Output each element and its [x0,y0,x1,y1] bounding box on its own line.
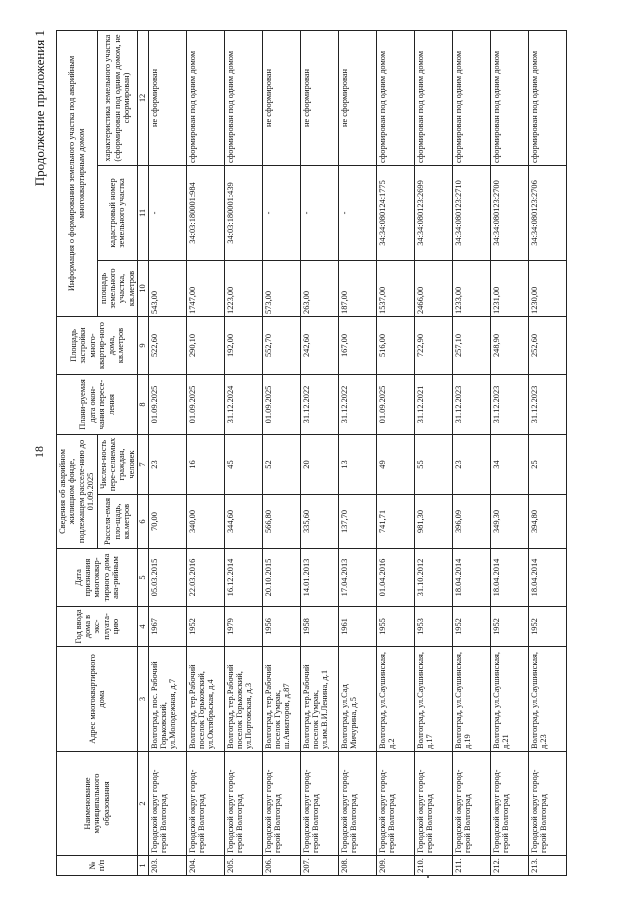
col-index: 12 [138,30,148,165]
col-index: 5 [138,549,148,607]
recognition-date-cell: 18.04.2014 [490,549,528,607]
planned-date-cell: 31.12.2023 [490,374,528,434]
residents-cell: 20 [300,434,338,494]
residents-cell: 16 [186,434,224,494]
planned-date-cell: 01.09.2025 [262,374,300,434]
residents-cell: 25 [528,434,566,494]
scan-speck [427,876,429,878]
row-number: 210. [414,856,452,876]
characteristic-cell: сформирован под одним домом [224,30,262,165]
year-built-cell: 1953 [414,607,452,647]
header-num: № п/п [57,856,138,876]
row-number: 212. [490,856,528,876]
recognition-date-cell: 20.10.2015 [262,549,300,607]
year-built-cell: 1967 [148,607,186,647]
row-number: 213. [528,856,566,876]
land-area-cell: 1223,00 [224,260,262,316]
header-municipality: Наименование муниципального образования [57,752,138,856]
resettle-area-cell: 741,71 [376,495,414,549]
built-area-cell: 257,10 [452,316,490,374]
residents-cell: 55 [414,434,452,494]
header-built-area: Площадь застройки много-квартир-ного дома, кв.метров [57,316,138,374]
municipality-cell: Городской округ город-герой Волгоград [262,752,300,856]
address-cell: Волгоград, ул.Саушинская, д.19 [452,647,490,752]
land-area-cell: 1747,00 [186,260,224,316]
land-area-cell: 2466,00 [414,260,452,316]
col-index: 11 [138,165,148,260]
table-row [338,30,376,875]
planned-date-cell: 31.12.2024 [224,374,262,434]
address-cell: Волгоград, пос. Рабочий Горьковский, ул.Молодежная, д.7 [148,647,186,752]
row-number: 208. [338,856,376,876]
col-index: 2 [138,752,148,856]
col-index: 6 [138,495,148,549]
built-area-cell: 252,60 [528,316,566,374]
header-year-built: Год ввода дома в экс-плуата-цию [57,607,138,647]
table-row [528,30,566,875]
address-cell: Волгоград, ул.Саушинская, д.17 [414,647,452,752]
year-built-cell: 1958 [300,607,338,647]
planned-date-cell: 01.09.2025 [148,374,186,434]
cadastral-cell: - [300,165,338,260]
planned-date-cell: 31.12.2022 [338,374,376,434]
residents-cell: 34 [490,434,528,494]
col-index: 3 [138,647,148,752]
cadastral-cell: 34:34:080123:2700 [490,165,528,260]
residents-cell: 23 [452,434,490,494]
year-built-cell: 1952 [186,607,224,647]
resettle-area-cell: 335,60 [300,495,338,549]
header-residents: Числен-ность пере-селяемых граждан, человек [97,434,138,494]
table-row [262,30,300,875]
header-address: Адрес многоквартирного дома [57,647,138,752]
cadastral-cell: 34:34:080123:2699 [414,165,452,260]
residents-cell: 49 [376,434,414,494]
col-index: 7 [138,434,148,494]
characteristic-cell: сформирован под одним домом [414,30,452,165]
recognition-date-cell: 18.04.2014 [452,549,490,607]
table-row [148,30,186,875]
address-cell: Волгоград, ул.Саушинская, д.21 [490,647,528,752]
address-cell: Волгоград, тер.Рабочий поселок Гумрак, ш.Авиаторов, д.87 [262,647,300,752]
col-index: 10 [138,260,148,316]
col-index: 4 [138,607,148,647]
cadastral-cell: 34:03:180001:439 [224,165,262,260]
recognition-date-cell: 01.04.2016 [376,549,414,607]
cadastral-cell: 34:34:080123:2710 [452,165,490,260]
resettle-area-cell: 349,30 [490,495,528,549]
column-index-row [138,30,148,875]
year-built-cell: 1952 [452,607,490,647]
municipality-cell: Городской округ город-герой Волгоград [338,752,376,856]
planned-date-cell: 01.09.2025 [376,374,414,434]
resettle-area-cell: 137,70 [338,495,376,549]
cadastral-cell: - [262,165,300,260]
rotated-landscape-sheet [20,22,620,882]
header-fund-group: Сведения об аварийном жилищном фонде, подлежащем расселе-нию до 01.09.2025 [57,434,98,548]
built-area-cell: 192,00 [224,316,262,374]
resettle-area-cell: 340,00 [186,495,224,549]
address-cell: Волгоград, ул.Сад Мичурина, д.5 [338,647,376,752]
characteristic-cell: сформирован под одним домом [376,30,414,165]
recognition-date-cell: 14.01.2013 [300,549,338,607]
year-built-cell: 1955 [376,607,414,647]
recognition-date-cell: 18.04.2014 [528,549,566,607]
address-cell: Волгоград, ул.Саушинская, д.2 [376,647,414,752]
recognition-date-cell: 17.04.2013 [338,549,376,607]
address-cell: Волгоград, тер.Рабочий поселок Горьковский, ул.Октябрьская, д.4 [186,647,224,752]
year-built-cell: 1952 [490,607,528,647]
resettle-area-cell: 344,60 [224,495,262,549]
land-area-cell: 543,00 [148,260,186,316]
cadastral-cell: 34:34:080124:1775 [376,165,414,260]
built-area-cell: 248,90 [490,316,528,374]
cadastral-cell: 34:34:080123:2706 [528,165,566,260]
table-body [148,30,566,875]
header-cadastral: кадастровый номер земельного участка [97,165,138,260]
built-area-cell: 552,70 [262,316,300,374]
table-row [224,30,262,875]
land-area-cell: 263,00 [300,260,338,316]
row-number: 206. [262,856,300,876]
address-cell: Волгоград, ул.Саушинская, д.23 [528,647,566,752]
header-land-area: площадь земельного участка, кв.метров [97,260,138,316]
land-area-cell: 187,00 [338,260,376,316]
header-resettle-area: Расселя-емая пло-щадь, кв.метров [97,495,138,549]
header-characteristic: характеристика земельного участка (сформирован под одним домом, не сформирован) [97,30,138,165]
header-planned-date: Плани-руемая дата окон-чания пересе-ления [57,374,138,434]
col-index: 9 [138,316,148,374]
recognition-date-cell: 31.10.2012 [414,549,452,607]
cadastral-cell: 34:03:180001:984 [186,165,224,260]
resettle-area-cell: 981,30 [414,495,452,549]
col-index: 8 [138,374,148,434]
year-built-cell: 1979 [224,607,262,647]
resettle-area-cell: 70,00 [148,495,186,549]
year-built-cell: 1961 [338,607,376,647]
planned-date-cell: 31.12.2023 [452,374,490,434]
municipality-cell: Городской округ город-герой Волгоград [452,752,490,856]
row-number: 209. [376,856,414,876]
row-number: 207. [300,856,338,876]
row-number: 203. [148,856,186,876]
land-area-cell: 573,00 [262,260,300,316]
resettle-area-cell: 394,80 [528,495,566,549]
municipality-cell: Городской округ город-герой Волгоград [300,752,338,856]
built-area-cell: 167,00 [338,316,376,374]
built-area-cell: 242,60 [300,316,338,374]
table-row [186,30,224,875]
planned-date-cell: 31.12.2021 [414,374,452,434]
characteristic-cell: не сформирован [300,30,338,165]
municipality-cell: Городской округ город-герой Волгоград [528,752,566,856]
residents-cell: 52 [262,434,300,494]
row-number: 211. [452,856,490,876]
municipality-cell: Городской округ город-герой Волгоград [148,752,186,856]
characteristic-cell: сформирован под одним домом [528,30,566,165]
built-area-cell: 290,10 [186,316,224,374]
built-area-cell: 516,00 [376,316,414,374]
land-area-cell: 1233,00 [452,260,490,316]
table-header [57,30,149,875]
planned-date-cell: 31.12.2023 [528,374,566,434]
header-recognition-date: Дата признания многоквар-тирного дома ава-рийным [57,549,138,607]
page-number: 18 [32,446,46,458]
planned-date-cell: 31.12.2022 [300,374,338,434]
table-row [452,30,490,875]
table-row [376,30,414,875]
row-number: 204. [186,856,224,876]
year-built-cell: 1952 [528,607,566,647]
address-cell: Волгоград, тер.Рабочий поселок Гумрак, ул.им.В.И.Ленина, д.1 [300,647,338,752]
recognition-date-cell: 22.03.2016 [186,549,224,607]
table-row [300,30,338,875]
land-area-cell: 1537,00 [376,260,414,316]
characteristic-cell: не сформирован [148,30,186,165]
municipality-cell: Городской округ город-герой Волгоград [414,752,452,856]
row-number: 205. [224,856,262,876]
address-cell: Волгоград, тер.Рабочий поселок Горьковский, ул.Портовская, д.3 [224,647,262,752]
municipality-cell: Городской округ город-герой Волгоград [376,752,414,856]
residents-cell: 45 [224,434,262,494]
municipality-cell: Городской округ город-герой Волгоград [490,752,528,856]
land-area-cell: 1230,00 [528,260,566,316]
characteristic-cell: сформирован под одним домом [186,30,224,165]
municipality-cell: Городской округ город-герой Волгоград [186,752,224,856]
cadastral-cell: - [338,165,376,260]
residents-cell: 13 [338,434,376,494]
recognition-date-cell: 05.03.2015 [148,549,186,607]
col-index: 1 [138,856,148,876]
year-built-cell: 1956 [262,607,300,647]
resettle-area-cell: 396,09 [452,495,490,549]
residents-cell: 23 [148,434,186,494]
page-title: Продолжение приложения 1 [32,30,47,187]
land-area-cell: 1231,00 [490,260,528,316]
municipality-cell: Городской округ город-герой Волгоград [224,752,262,856]
cadastral-cell: - [148,165,186,260]
resettle-area-cell: 566,80 [262,495,300,549]
characteristic-cell: не сформирован [262,30,300,165]
planned-date-cell: 01.09.2025 [186,374,224,434]
characteristic-cell: не сформирован [338,30,376,165]
table-row [490,30,528,875]
built-area-cell: 522,60 [148,316,186,374]
built-area-cell: 722,90 [414,316,452,374]
recognition-date-cell: 16.12.2014 [224,549,262,607]
table-row [414,30,452,875]
characteristic-cell: сформирован под одним домом [452,30,490,165]
characteristic-cell: сформирован под одним домом [490,30,528,165]
header-land-group: Информация о формировании земельного участка под аварийным многоквартирным домом [57,30,98,316]
emergency-housing-table [56,30,567,876]
